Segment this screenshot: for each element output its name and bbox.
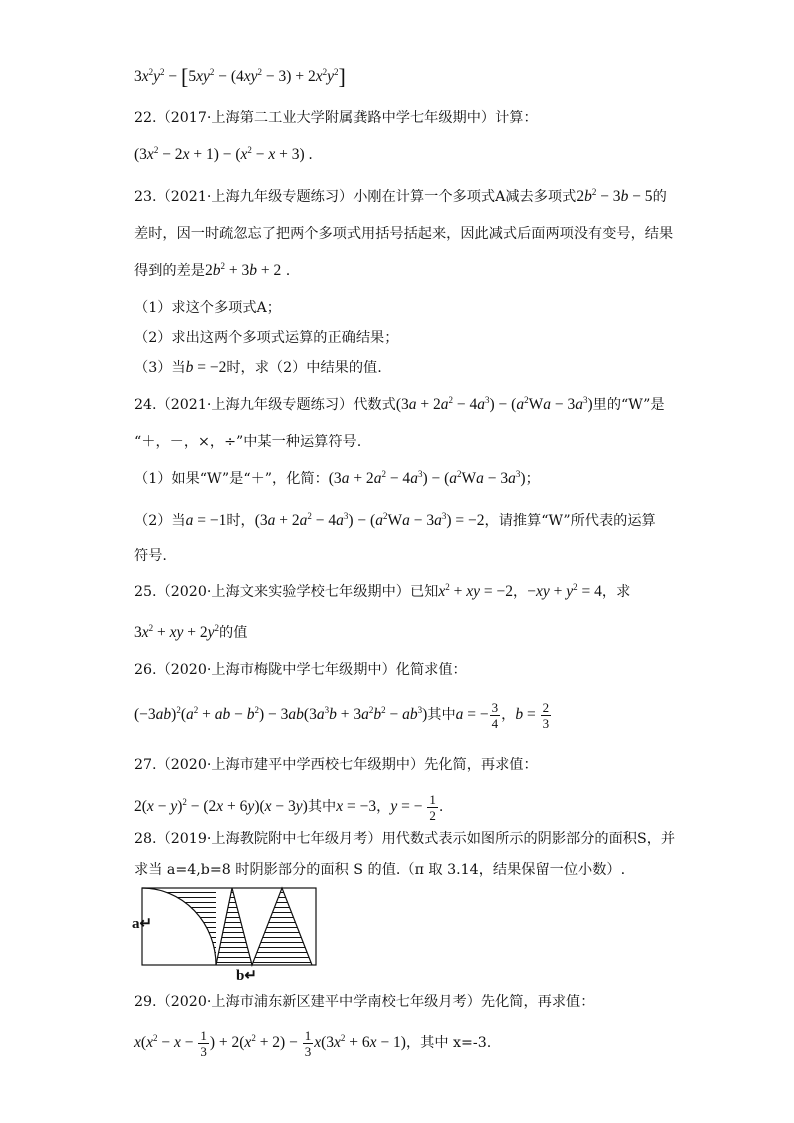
q26-expression: $(-3ab)^2(a^2$ + ab − $b^2) - 3ab(3a^3b + 3a^2b^2 - ab^3)$其中a = − $\frac{3}{4}$ ，b = $\frac{2}{3}$ <box>134 700 550 731</box>
q25-line2-end: 的值 <box>219 625 248 641</box>
q22-stem: 22.（2017·上海第二工业大学附属龚路中学七年级期中）计算： <box>134 110 538 126</box>
q24-sub2-c: ，请推算“W”所代表的运算 <box>484 513 656 529</box>
q25-line1: 25.（2020·上海文来实验学校七年级期中）已知$x^2$ + xy = −2，$-xy + y^2 = 4$，求 <box>134 582 631 600</box>
q23-sub2: （2）求出这两个多项式运算的正确结果； <box>134 330 399 346</box>
label-a: a↵ <box>132 916 153 932</box>
q24-line1-end: 里的“W”是 <box>592 397 665 413</box>
q28-line2: 求当 a=4,b=8 时阴影部分的面积 S 的值.（π 取 3.14，结果保留一位小数）. <box>134 862 626 878</box>
q26-mid: 其中 <box>427 707 456 724</box>
q23-line3-text: 得到的差是 <box>134 263 205 279</box>
figure-drawing <box>132 880 332 970</box>
shaded-quarter-region <box>142 888 216 965</box>
q22-expression: $(3x^2 - 2x + 1) - (x^2 - x + 3)$ . <box>134 145 313 163</box>
q24-sub2-a: （2）当 <box>134 513 186 529</box>
q24-sub1-b: ； <box>525 471 540 487</box>
q23-line1-end: 的 <box>652 189 667 205</box>
q24-line2: “＋，－，×，÷”中某一种运算符号. <box>134 434 362 450</box>
q27-stem: 27.（2020·上海市建平中学西校七年级期中）先化简，再求值： <box>134 757 538 773</box>
q27-sep: ， <box>376 799 391 816</box>
q27-expression: $2(x - y)^2 - (2x + 6y)(x - 3y)$其中x = −3，y = − $\frac{1}{2}$ . <box>134 792 444 823</box>
q29-tail: ，其中 x=-3. <box>405 1035 492 1052</box>
q29-expression: $x(x^2 - x$ − $\frac{1}{3}$ ) + $2(x^2 + 2)$ − $\frac{1}{3}$ $x(3x^2 + 6x - 1)$，其中 x=-3. <box>134 1028 492 1059</box>
q23-line1: 23.（2021·上海九年级专题练习）小刚在计算一个多项式A减去多项式$2b^2 - 3b - 5$的 <box>134 187 667 205</box>
q23-line3: 得到的差是$2b^2 + 3b + 2$ . <box>134 261 291 279</box>
q25-line1-c: ，求 <box>601 584 631 600</box>
q23-line1-text: 23.（2021·上海九年级专题练习）小刚在计算一个多项式A减去多项式 <box>134 189 577 205</box>
q23-sub3: （3）当b = −2时，求（2）中结果的值. <box>134 359 382 376</box>
q27-mid: 其中 <box>307 799 337 816</box>
q26-sep: ， <box>501 707 516 724</box>
q26-stem: 26.（2020·上海市梅陇中学七年级期中）化简求值： <box>134 662 467 678</box>
q25-line1-b: ， <box>513 584 528 600</box>
q25-line2: $3x^2$ + xy + $2y^2$的值 <box>134 623 248 641</box>
q23-sub3-a: （3）当 <box>134 360 186 376</box>
q23-sub3-b: 时，求（2）中结果的值. <box>226 360 382 376</box>
q28-line1: 28.（2019·上海教院附中七年级月考）用代数式表示如图所示的阴影部分的面积S，并 <box>134 831 676 847</box>
q24-sub1: （1）如果“W”是“＋”，化简：$(3a + 2a^2 - 4a^3) - (a^2Wa - 3a^3)$； <box>134 469 540 487</box>
q23-sub1: （1）求这个多项式A； <box>134 300 281 316</box>
q24-sub2: （2）当a = −1时，$(3a + 2a^2 - 4a^3) - (a^2Wa - 3a^3) = -2$，请推算“W”所代表的运算 <box>134 511 656 529</box>
q24-line1: 24.（2021·上海九年级专题练习）代数式$(3a + 2a^2 - 4a^3) - (a^2Wa - 3a^3)$里的“W”是 <box>134 395 665 413</box>
q27-end: . <box>438 799 444 816</box>
q24-sub2-line2: 符号. <box>134 548 167 564</box>
q24-sub2-b: 时， <box>226 513 255 529</box>
q24-sub1-a: （1）如果“W”是“＋”，化简： <box>134 471 329 487</box>
shaded-area-figure <box>132 880 332 984</box>
q24-line1-text: 24.（2021·上海九年级专题练习）代数式 <box>134 397 396 413</box>
q23-line2: 差时，因一时疏忽忘了把两个多项式用括号括起来，因此减式后面两项没有变号，结果 <box>134 226 674 242</box>
q29-stem: 29.（2020·上海市浦东新区建平中学南校七年级月考）先化简，再求值： <box>134 994 595 1010</box>
q21-expression: $3x^2y^2 - [5xy^2 - (4xy^2 - 3) + 2x^2y^2]$ <box>134 64 346 89</box>
q25-line1-a: 25.（2020·上海文来实验学校七年级期中）已知 <box>134 584 439 600</box>
label-b: b↵ <box>236 968 257 984</box>
